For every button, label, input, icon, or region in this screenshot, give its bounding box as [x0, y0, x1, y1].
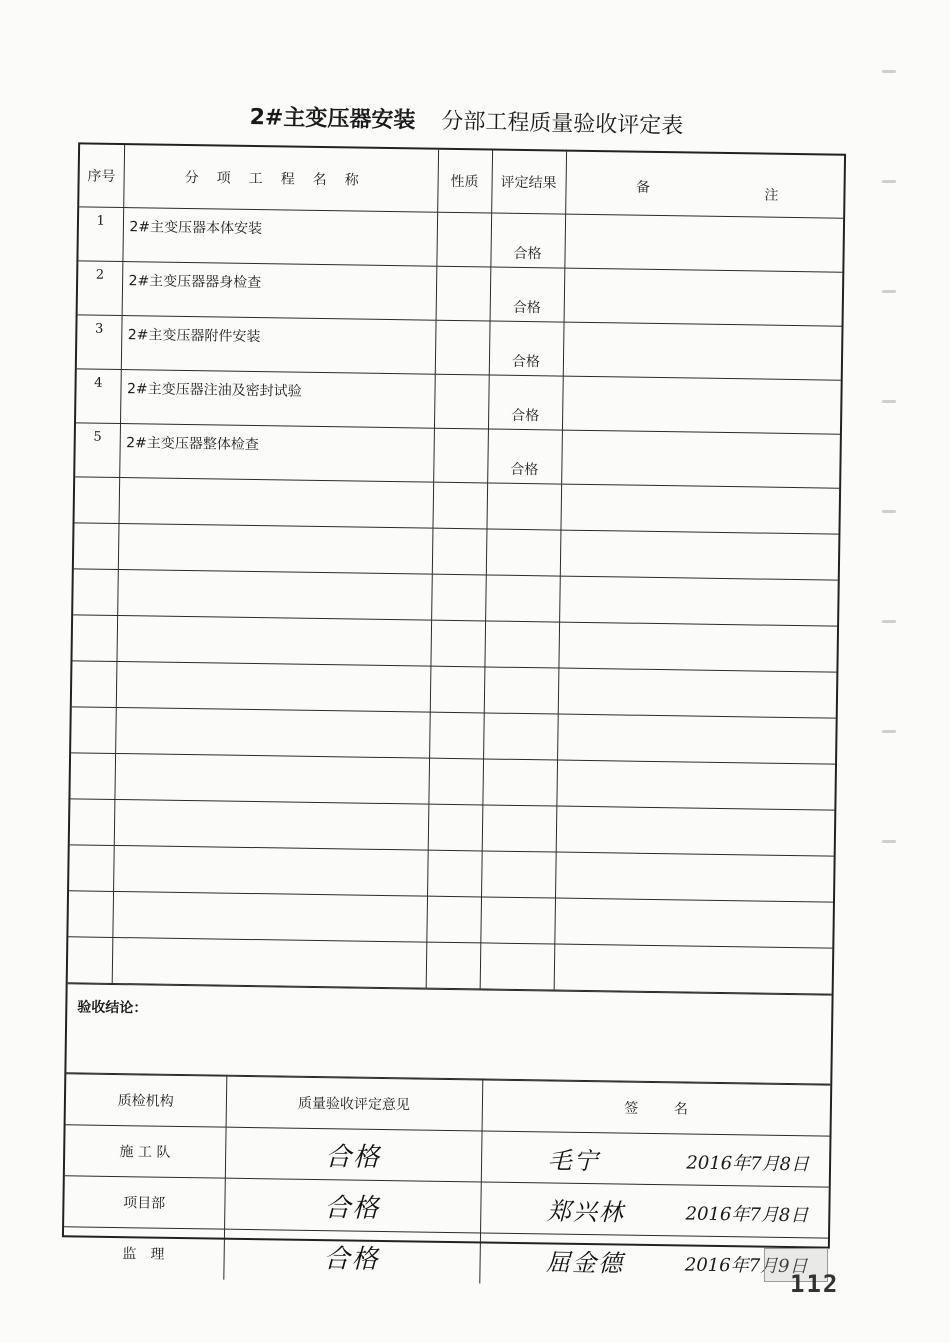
header-result: 评定结果	[491, 151, 566, 215]
empty-cell	[428, 758, 483, 805]
sign-cell	[481, 1131, 830, 1187]
row-nature	[436, 266, 491, 321]
sign-row	[63, 1227, 828, 1289]
empty-cell	[556, 760, 835, 810]
empty-cell	[482, 759, 557, 806]
empty-cell	[75, 477, 120, 524]
empty-cell	[112, 937, 427, 988]
row-nature	[434, 374, 489, 429]
row-name: 2#主变压器本体安装	[122, 208, 437, 267]
empty-cell	[554, 944, 833, 994]
header-remark	[565, 152, 844, 219]
signature: 毛宁	[547, 1146, 600, 1176]
empty-cell	[113, 845, 428, 896]
empty-cell	[118, 524, 433, 575]
item-table-header	[79, 144, 844, 218]
empty-cell	[560, 484, 839, 534]
signature: 郑兴林	[546, 1197, 626, 1227]
empty-cell	[558, 668, 837, 718]
title-bold: 2#主变压器安装	[249, 104, 416, 134]
empty-cell	[68, 937, 113, 984]
empty-cell	[554, 898, 833, 948]
evaluation-form	[62, 142, 846, 1278]
empty-cell	[119, 478, 434, 529]
empty-cell	[428, 804, 483, 851]
empty-cell	[484, 667, 559, 714]
empty-cell	[114, 753, 429, 804]
header-remark-right: 注	[764, 187, 779, 204]
empty-cell	[69, 845, 114, 892]
empty-cell	[74, 523, 119, 570]
item-table	[68, 144, 844, 994]
row-number: 2	[78, 261, 123, 316]
empty-cell	[426, 942, 481, 989]
sign-date: 2016年7月9日	[684, 1254, 808, 1278]
row-result: 合格	[489, 321, 564, 376]
empty-cell	[117, 569, 432, 620]
sign-org: 项目部	[64, 1176, 225, 1229]
header-name: 分项工程名称	[123, 145, 438, 212]
empty-cell	[431, 574, 486, 621]
conclusion-section	[66, 983, 831, 1084]
empty-cell	[558, 622, 837, 672]
empty-cell	[116, 615, 431, 666]
empty-cell	[556, 806, 835, 856]
empty-cell	[485, 575, 560, 622]
row-number: 1	[78, 207, 123, 262]
empty-cell	[484, 621, 559, 668]
row-name: 2#主变压器整体检查	[119, 424, 434, 483]
page-title	[249, 100, 770, 142]
row-nature	[433, 428, 488, 483]
empty-cell	[432, 528, 487, 575]
scan-margin-marks	[882, 60, 902, 960]
empty-cell	[71, 707, 116, 754]
row-name: 2#主变压器附件安装	[121, 316, 436, 375]
empty-cell	[72, 615, 117, 662]
empty-cell	[116, 661, 431, 712]
empty-cell	[68, 891, 113, 938]
empty-cell	[70, 753, 115, 800]
empty-cell	[486, 483, 561, 530]
empty-cell	[430, 666, 485, 713]
row-number: 4	[76, 369, 121, 424]
row-nature	[436, 212, 491, 267]
sign-date: 2016年7月8日	[686, 1152, 810, 1176]
sign-date: 2016年7月8日	[685, 1203, 809, 1227]
row-remark	[561, 430, 840, 488]
row-remark	[562, 376, 841, 434]
sign-opinion: 合格	[225, 1127, 482, 1182]
row-remark	[563, 322, 842, 380]
empty-cell	[483, 713, 558, 760]
row-result: 合格	[487, 429, 562, 484]
row-result: 合格	[490, 267, 565, 322]
row-result: 合格	[490, 213, 565, 268]
sign-opinion: 合格	[223, 1229, 480, 1283]
title-rest: 分部工程质量验收评定表	[441, 109, 684, 140]
empty-cell	[112, 891, 427, 942]
row-number: 3	[77, 315, 122, 370]
sign-opinion: 合格	[224, 1178, 481, 1233]
row-name: 2#主变压器器身检查	[122, 262, 437, 321]
page-number: 112	[790, 1270, 840, 1298]
empty-cell	[429, 712, 484, 759]
empty-cell	[114, 799, 429, 850]
empty-cell	[426, 896, 481, 943]
row-name: 2#主变压器注油及密封试验	[120, 370, 435, 429]
empty-cell	[555, 852, 834, 902]
conclusion-label: 验收结论：	[77, 999, 148, 1017]
empty-cell	[432, 482, 487, 529]
sign-org: 施 工 队	[65, 1125, 226, 1178]
header-nature: 性质	[437, 150, 492, 213]
empty-cell	[482, 805, 557, 852]
header-remark-left: 备	[635, 179, 651, 196]
row-remark	[564, 268, 843, 326]
empty-cell	[115, 707, 430, 758]
empty-cell	[427, 850, 482, 897]
row-nature	[435, 320, 490, 375]
empty-cell	[559, 576, 838, 626]
empty-cell	[72, 661, 117, 708]
header-no: 序号	[79, 144, 124, 207]
sign-table	[63, 1073, 830, 1288]
empty-cell	[480, 897, 555, 944]
header-opinion: 质量验收评定意见	[226, 1076, 483, 1131]
row-number: 5	[75, 423, 120, 478]
empty-cell	[480, 943, 555, 990]
header-sign: 签 名	[482, 1080, 831, 1136]
empty-cell	[560, 530, 839, 580]
sign-cell	[480, 1182, 829, 1238]
empty-cell	[557, 714, 836, 764]
row-remark	[564, 214, 843, 272]
empty-cell	[430, 620, 485, 667]
empty-cell	[73, 569, 118, 616]
empty-cell	[486, 529, 561, 576]
signature: 屈金德	[545, 1248, 625, 1278]
sign-org: 监 理	[63, 1227, 224, 1280]
row-result: 合格	[488, 375, 563, 430]
empty-cell	[481, 851, 556, 898]
header-org: 质检机构	[66, 1074, 227, 1127]
empty-cell	[70, 799, 115, 846]
